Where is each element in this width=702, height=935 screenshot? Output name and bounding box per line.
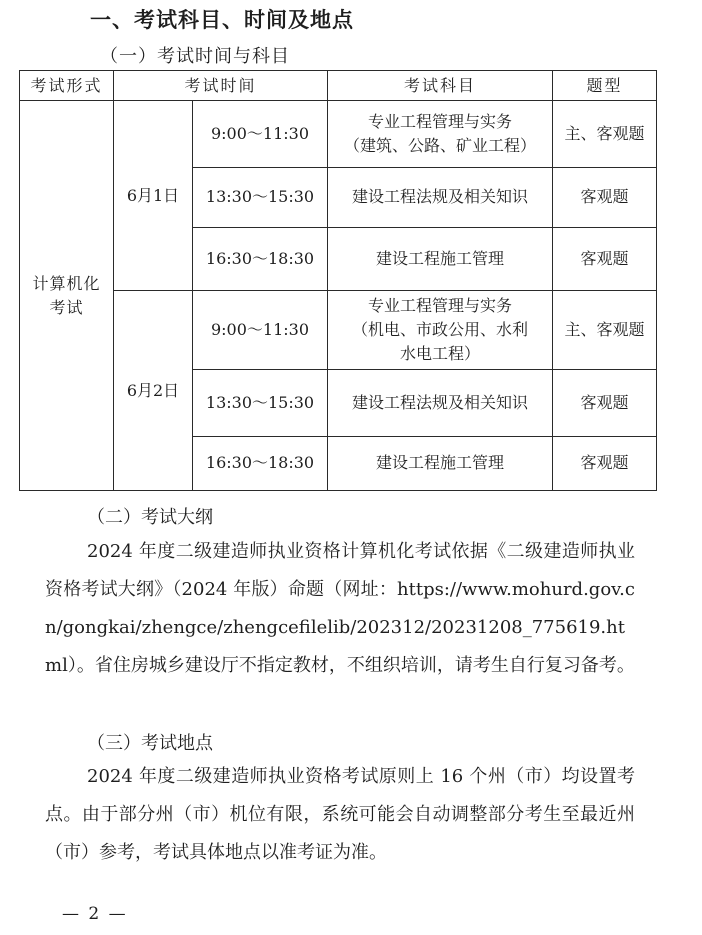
- subject-cell: 建设工程法规及相关知识: [328, 167, 553, 227]
- subsection-heading-schedule: （一）考试时间与科目: [100, 46, 290, 67]
- subject-cell: [328, 291, 553, 370]
- type-cell: 客观题: [553, 167, 657, 227]
- syllabus-text-1: 2024 年度二级建造师执业资格计算机化考试依据《二级建造师执业资格考试大纲》（2024 年版）命题（网址：: [45, 541, 635, 600]
- subject-cell: [328, 101, 553, 168]
- subject-cell: 建设工程施工管理: [328, 436, 553, 490]
- subject-line: 专业工程管理与实务: [368, 296, 513, 316]
- subject-cell: 建设工程法规及相关知识: [328, 370, 553, 437]
- exam-schedule-table: [19, 70, 657, 491]
- header-subject: 考试科目: [328, 71, 553, 101]
- subject-line: （机电、市政公用、水利: [352, 320, 529, 340]
- table-header-row: [20, 71, 657, 101]
- header-time: 考试时间: [114, 71, 328, 101]
- time-cell: 9:00～11:30: [193, 101, 328, 168]
- subject-line: 专业工程管理与实务: [368, 111, 513, 131]
- time-cell: 16:30～18:30: [193, 227, 328, 290]
- type-cell: 客观题: [553, 227, 657, 290]
- page-number: — 2 —: [62, 904, 128, 924]
- subsection-heading-syllabus: （二）考试大纲: [87, 507, 213, 528]
- syllabus-text-2: ）。省住房城乡建设厅不指定教材，不组织培训，请考生自行复习备考。: [67, 655, 635, 676]
- header-type: 题型: [553, 71, 657, 101]
- time-cell: 13:30～15:30: [193, 167, 328, 227]
- subject-line: 水电工程）: [400, 344, 481, 364]
- section-heading-1: 一、考试科目、时间及地点: [90, 7, 354, 32]
- subsection-heading-location: （三）考试地点: [87, 733, 213, 754]
- subject-line: （建筑、公路、矿业工程）: [344, 135, 537, 155]
- time-cell: 16:30～18:30: [193, 436, 328, 490]
- time-cell: 9:00～11:30: [193, 291, 328, 370]
- exam-mode-line-2: 考试: [49, 297, 84, 317]
- date-cell-day1: 6月1日: [114, 101, 193, 291]
- exam-mode-cell: [20, 101, 114, 491]
- type-cell: 主、客观题: [553, 101, 657, 168]
- header-mode: 考试形式: [20, 71, 114, 101]
- syllabus-url-link[interactable]: https://www.mohurd.gov.cn/gongkai/zhengce/zhengcefilelib/202312/20231208_775619.html: [45, 579, 635, 676]
- location-paragraph: 2024 年度二级建造师执业资格考试原则上 16 个州（市）均设置考点。由于部分州（市）机位有限，系统可能会自动调整部分考生至最近州（市）参考，考试具体地点以准考证为准。: [45, 766, 635, 863]
- type-cell: 客观题: [553, 436, 657, 490]
- type-cell: 主、客观题: [553, 291, 657, 370]
- table-row: [20, 291, 657, 370]
- subject-cell: 建设工程施工管理: [328, 227, 553, 290]
- syllabus-paragraph: [45, 533, 635, 685]
- date-cell-day2: 6月2日: [114, 291, 193, 491]
- time-cell: 13:30～15:30: [193, 370, 328, 437]
- exam-mode-line-1: 计算机化: [32, 273, 101, 293]
- table-row: [20, 101, 657, 168]
- type-cell: 客观题: [553, 370, 657, 437]
